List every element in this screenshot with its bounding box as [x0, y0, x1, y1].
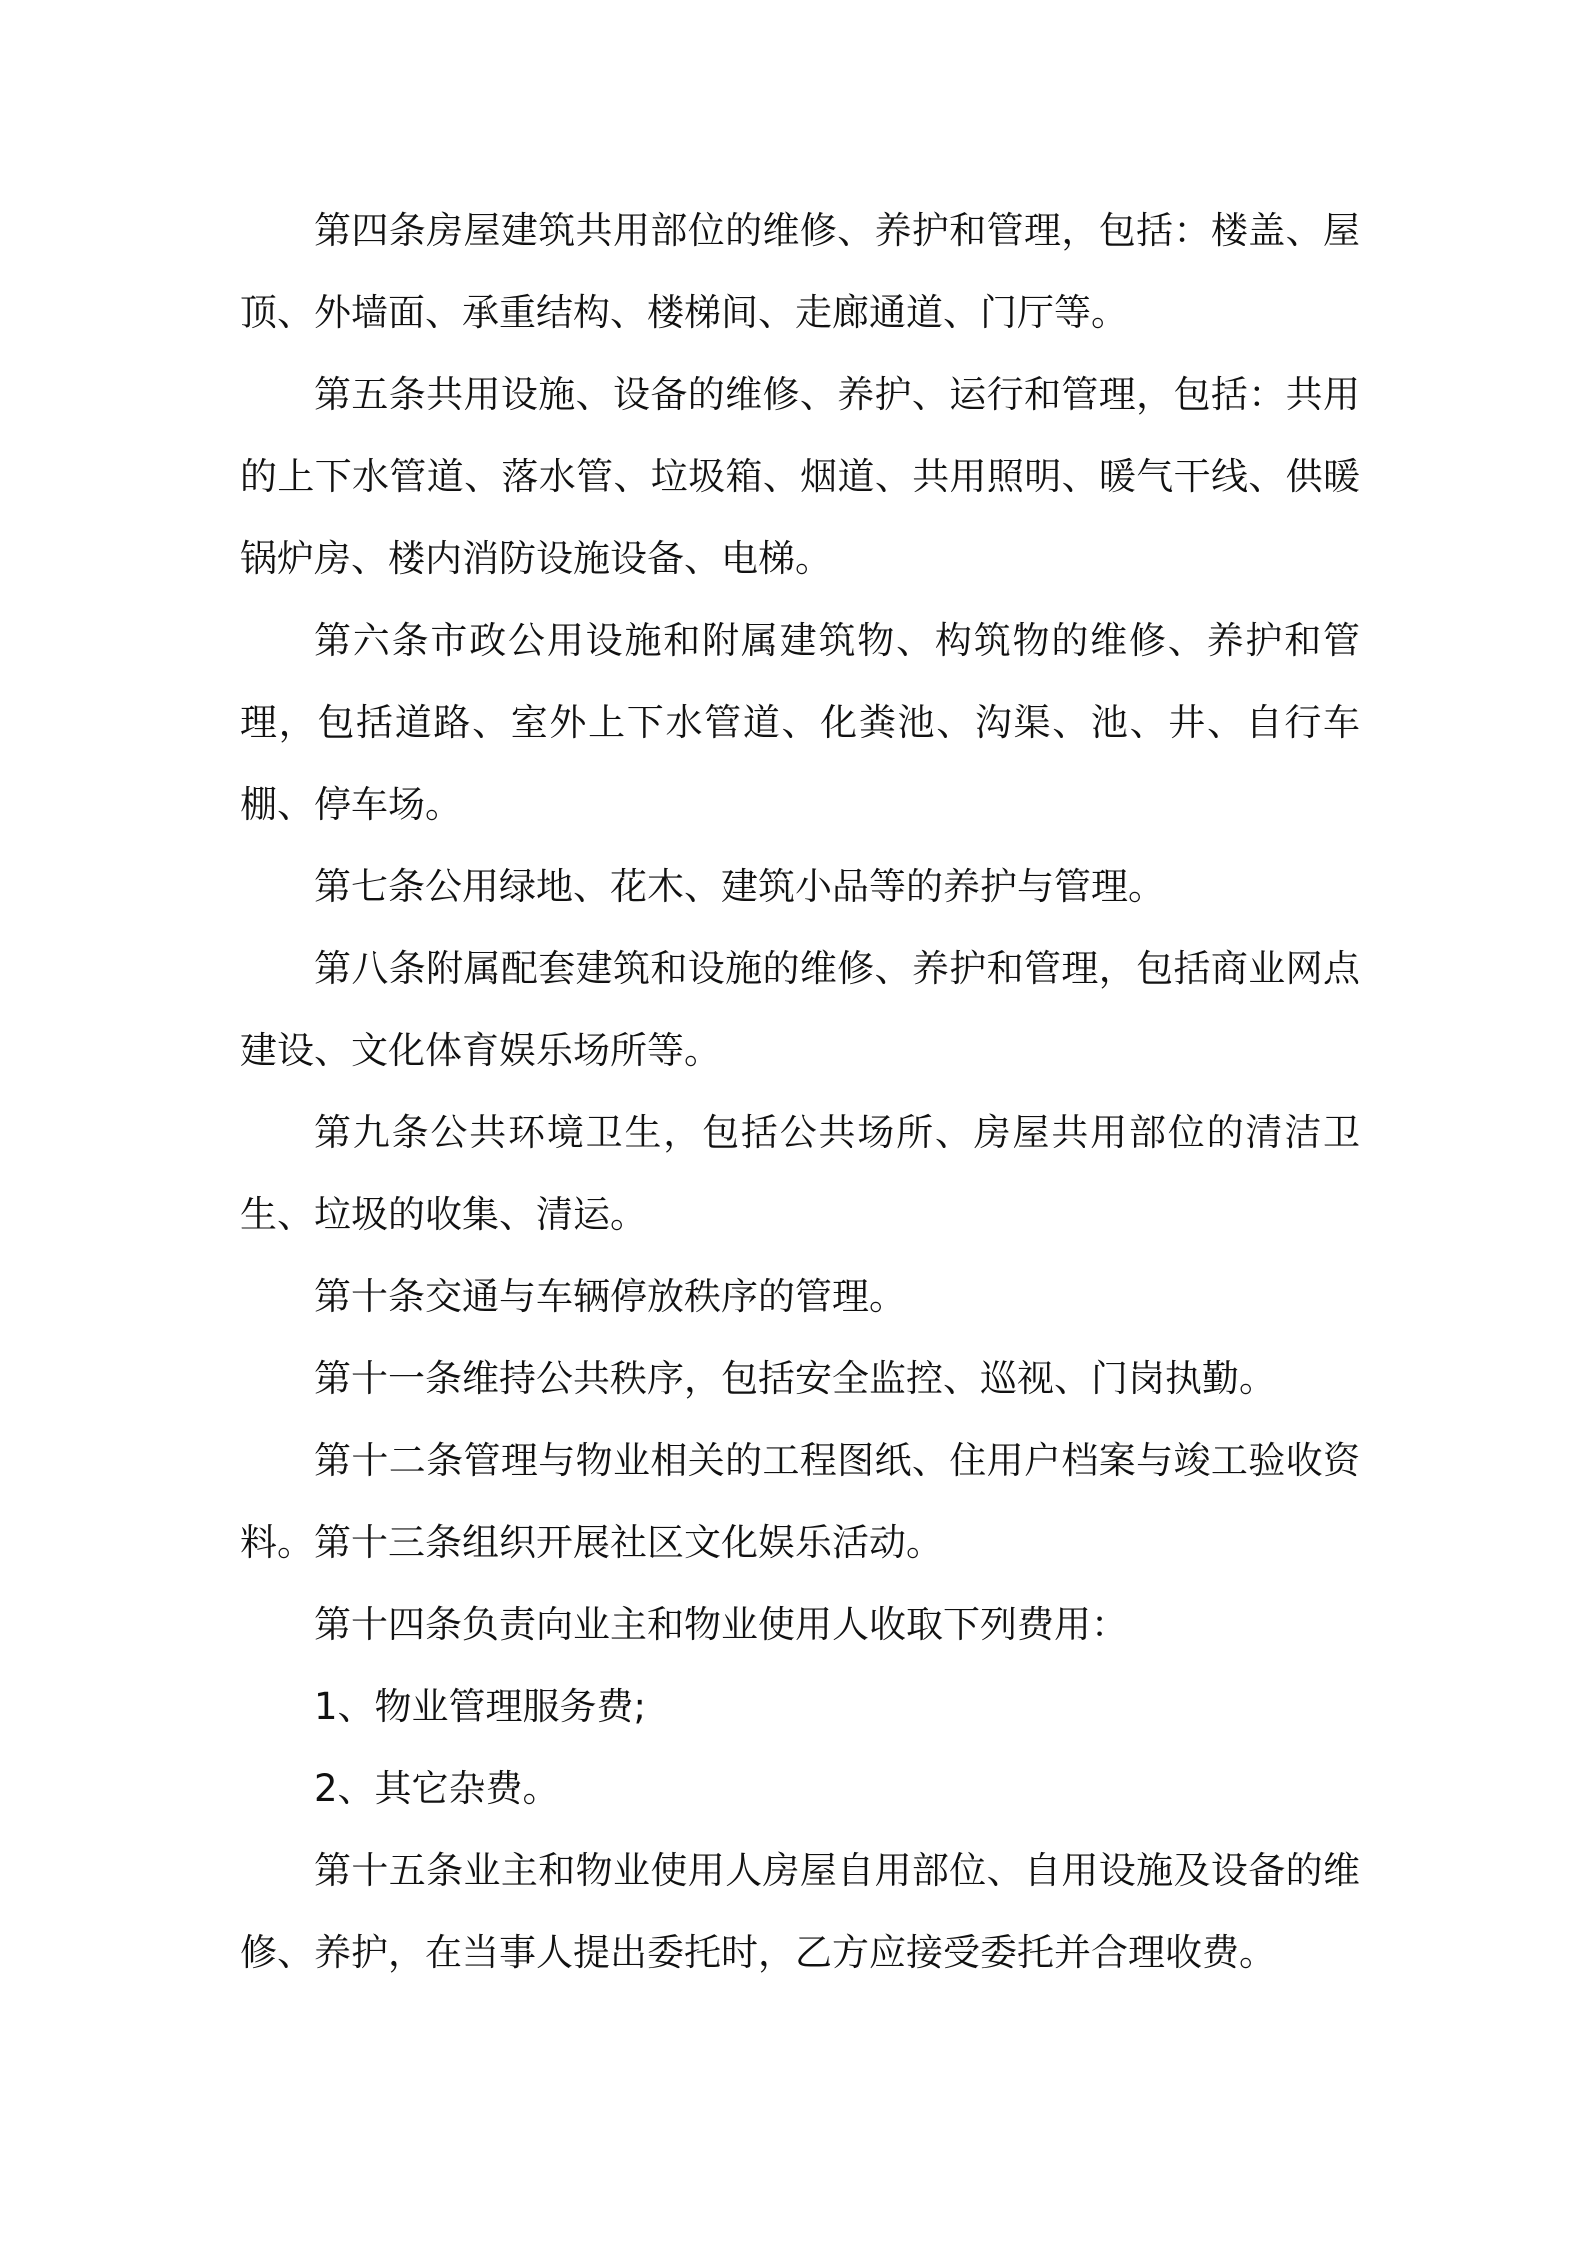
- paragraph-article-14: 第十四条负责向业主和物业使用人收取下列费用：: [314, 1603, 1128, 1646]
- paragraph-article-4: 第四条房屋建筑共用部位的维修、养护和管理，包括：楼盖、屋顶、外墙面、承重结构、楼梯间、走廊通道、门厅等。: [240, 209, 1360, 334]
- paragraph-article-6: 第六条市政公用设施和附属建筑物、构筑物的维修、养护和管理，包括道路、室外上下水管道、化粪池、沟渠、池、井、自行车棚、停车场。: [240, 619, 1360, 826]
- paragraph-article-15: 第十五条业主和物业使用人房屋自用部位、自用设施及设备的维修、养护，在当事人提出委托时，乙方应接受委托并合理收费。: [240, 1849, 1360, 1974]
- paragraph-article-9: 第九条公共环境卫生，包括公共场所、房屋共用部位的清洁卫生、垃圾的收集、清运。: [240, 1111, 1360, 1236]
- paragraph-article-5: 第五条共用设施、设备的维修、养护、运行和管理，包括：共用的上下水管道、落水管、垃圾箱、烟道、共用照明、暖气干线、供暖锅炉房、楼内消防设施设备、电梯。: [240, 373, 1360, 580]
- list-item-fee-1: 1、物业管理服务费;: [314, 1685, 647, 1728]
- document-body: [240, 190, 1360, 1994]
- paragraph-article-11: 第十一条维持公共秩序，包括安全监控、巡视、门岗执勤。: [314, 1357, 1276, 1400]
- paragraph-article-12-13: 第十二条管理与物业相关的工程图纸、住用户档案与竣工验收资料。第十三条组织开展社区文化娱乐活动。: [240, 1439, 1360, 1564]
- paragraph-article-7: 第七条公用绿地、花木、建筑小品等的养护与管理。: [314, 865, 1165, 908]
- paragraph-article-8: 第八条附属配套建筑和设施的维修、养护和管理，包括商业网点建设、文化体育娱乐场所等。: [240, 947, 1360, 1072]
- paragraph-article-10: 第十条交通与车辆停放秩序的管理。: [314, 1275, 906, 1318]
- list-item-fee-2: 2、其它杂费。: [314, 1767, 560, 1810]
